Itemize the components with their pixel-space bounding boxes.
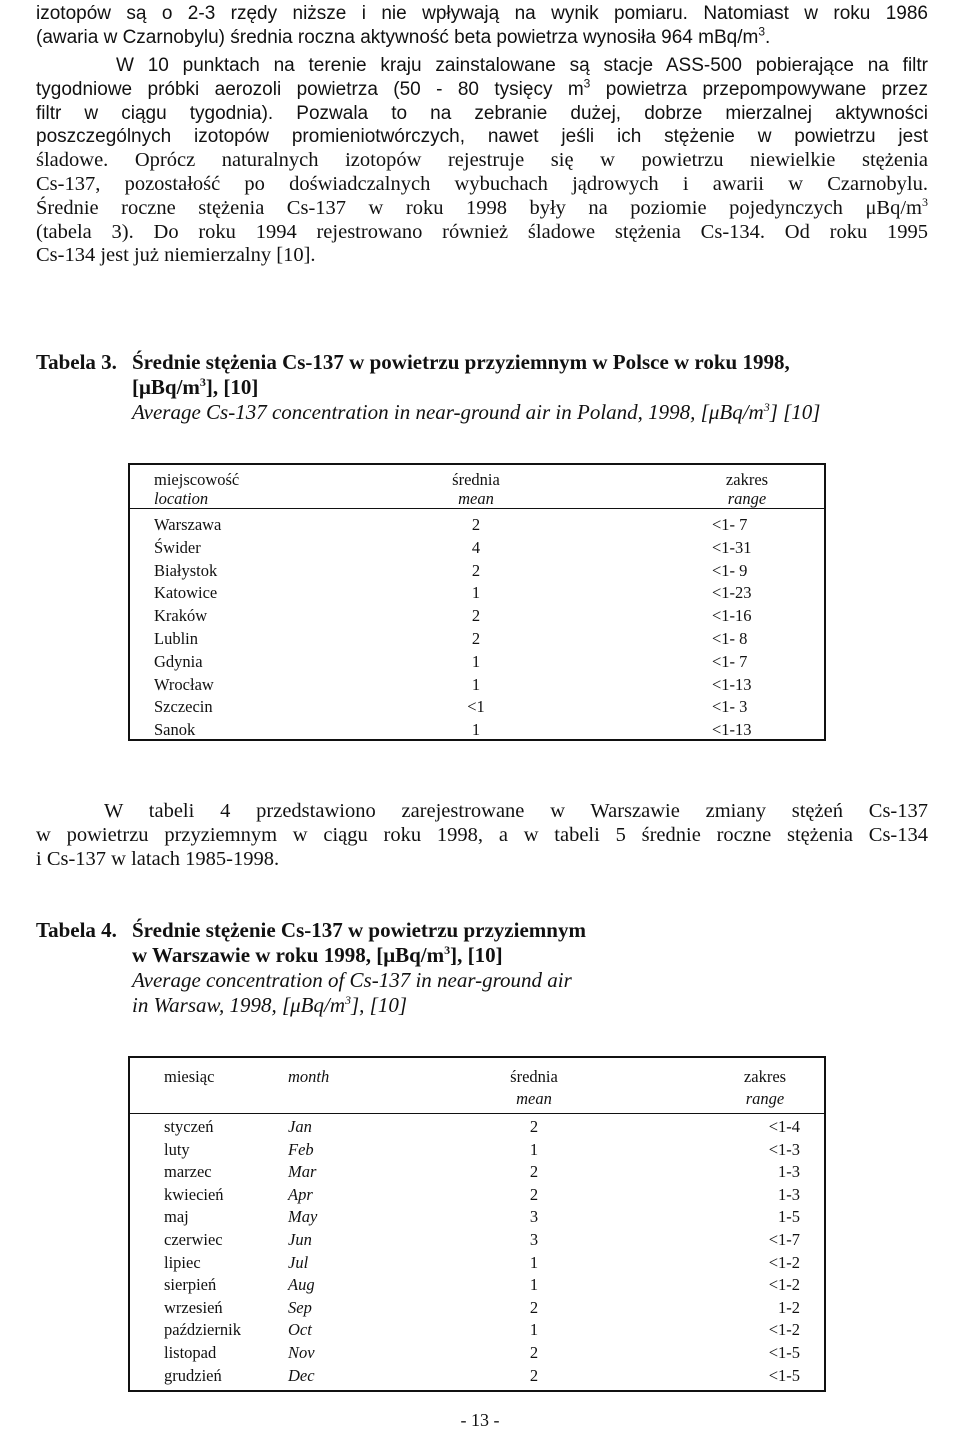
table-row xyxy=(130,1319,824,1342)
table3-title-pl-units: $[\mu Bq/m^3]$, [10] xyxy=(132,375,259,399)
table-header-row-en xyxy=(130,1088,824,1111)
cell-month-pl: maj xyxy=(164,1207,189,1227)
cell-month-pl: listopad xyxy=(164,1343,217,1362)
text-line: Cs-137, pozostałość po doświadczalnych wybuchach jądrowych i awarii w Czarnobylu. xyxy=(36,172,928,195)
cell-month-pl: marzec xyxy=(164,1162,212,1182)
cell-location: Lublin xyxy=(154,629,198,648)
table-row xyxy=(130,559,824,582)
table-row xyxy=(130,1297,824,1320)
cell-month-en: Apr xyxy=(288,1184,313,1204)
table3 xyxy=(128,463,826,741)
table-row xyxy=(130,627,824,650)
cell-mean: 2 xyxy=(471,560,481,580)
table-row xyxy=(130,695,824,718)
text-line: poszczególnych izotopów promieniotwórczych, nawet jeśli ich stężenie w powietrzu jest xyxy=(36,126,928,148)
text-line: Średnie roczne stężenia Cs-137 w roku 1998 były na poziomie pojedynczych μBq/$m^3$ xyxy=(36,194,928,219)
header-mean-en: mean xyxy=(516,1089,552,1108)
cell-range: <1-16 xyxy=(712,606,752,626)
cell-range: <1- 8 xyxy=(712,629,748,648)
table-row xyxy=(130,1139,824,1162)
text-line: izotopów są o 2-3 rzędy niższe i nie wpływają na wynik pomiaru. Natomiast w roku 1986 xyxy=(36,3,928,24)
text-line: (tabela 3). Do roku 1994 rejestrowano również śladowe stężenia Cs-134. Od roku 1995 xyxy=(36,220,928,243)
cell-range: 1-3 xyxy=(778,1184,800,1204)
cell-month-pl: październik xyxy=(164,1320,241,1340)
table3-title xyxy=(132,350,820,425)
cell-month-pl: wrzesień xyxy=(164,1297,223,1317)
table-row xyxy=(130,1274,824,1297)
text-line: i Cs-137 w latach 1985-1998. xyxy=(36,847,280,870)
cell-mean: 1 xyxy=(471,674,481,694)
cell-mean: 2 xyxy=(471,606,481,626)
page-number: - 13 - xyxy=(460,1410,500,1430)
cell-range: <1-23 xyxy=(712,583,752,603)
cell-month-pl: styczeń xyxy=(164,1117,214,1136)
cell-range: <1- 3 xyxy=(712,697,748,717)
table4-title-en-units: in Warsaw, 1998, $[\mu Bq/m^3]$, [10] xyxy=(132,993,408,1017)
cell-mean: 2 xyxy=(529,1343,539,1362)
cell-mean: 1 xyxy=(529,1320,539,1340)
text-line: w powietrzu przyziemnym w ciągu roku 1998, a w tabeli 5 średnie roczne stężenia Cs-134 xyxy=(36,823,928,846)
cell-range: 1-5 xyxy=(778,1207,800,1227)
table4-label: Tabela 4. xyxy=(36,918,117,942)
cell-month-en: Sep xyxy=(288,1297,312,1317)
table-row xyxy=(130,1342,824,1365)
cell-location: Gdynia xyxy=(154,651,203,671)
table-row xyxy=(130,1252,824,1275)
table3-title-en: Average Cs-137 concentration in near-ground air in Poland, 1998, $[\mu Bq/m^3]$ [10] xyxy=(132,400,821,424)
cell-location: Świder xyxy=(154,537,201,557)
table-row xyxy=(130,650,824,673)
table4 xyxy=(128,1056,826,1392)
cell-mean: <1 xyxy=(467,697,485,717)
cell-location: Szczecin xyxy=(154,697,213,717)
table-row xyxy=(130,718,824,741)
cell-month-en: Aug xyxy=(288,1275,315,1295)
table3-title-pl: Średnie stężenia Cs-137 w powietrzu przyziemnym w Polsce w roku 1998, xyxy=(132,350,790,374)
cell-location: Katowice xyxy=(154,583,218,603)
paragraph-stations xyxy=(36,54,928,268)
cell-month-pl: luty xyxy=(164,1139,190,1159)
table3-caption xyxy=(36,350,117,375)
header-mean: średnia xyxy=(452,470,500,489)
cell-month-pl: kwiecień xyxy=(164,1184,224,1204)
cell-month-en: Nov xyxy=(288,1343,315,1362)
cell-mean: 1 xyxy=(529,1139,539,1159)
header-range: zakres xyxy=(743,1067,787,1086)
cell-month-en: Jun xyxy=(288,1230,312,1249)
cell-mean: 2 xyxy=(529,1117,539,1136)
table3-label: Tabela 3. xyxy=(36,350,117,374)
cell-month-en: Jan xyxy=(288,1117,312,1136)
table4-title xyxy=(132,918,586,1018)
cell-mean: 3 xyxy=(529,1230,539,1249)
table-header-row xyxy=(130,1066,824,1089)
cell-month-en: Jul xyxy=(288,1252,309,1272)
cell-mean: 1 xyxy=(529,1275,539,1295)
cell-range: <1- 9 xyxy=(712,560,748,580)
cell-location: Białystok xyxy=(154,560,218,580)
table-row xyxy=(130,513,824,536)
header-mean: średnia xyxy=(510,1067,558,1086)
cell-location: Warszawa xyxy=(154,515,222,534)
cell-range: 1-3 xyxy=(778,1162,800,1182)
header-mean-en: mean xyxy=(458,489,494,508)
header-range-en: range xyxy=(727,489,767,508)
text-line: tygodniowe próbki aerozoli powietrza (50 - 80 tysięcy $m^3$ powietrza przepompowywane przez xyxy=(36,76,929,100)
cell-range: <1-13 xyxy=(712,674,752,694)
header-divider xyxy=(130,508,824,509)
table-row xyxy=(130,1206,824,1229)
table-row xyxy=(130,1365,824,1388)
table4-title-en: Average concentration of Cs-137 in near-ground air xyxy=(132,968,572,992)
cell-location: Wrocław xyxy=(154,674,214,694)
cell-range: <1-2 xyxy=(768,1252,800,1272)
cell-location: Sanok xyxy=(154,720,196,740)
cell-range: <1- 7 xyxy=(712,651,748,671)
cell-range: 1-2 xyxy=(778,1297,800,1317)
cell-month-pl: lipiec xyxy=(164,1252,201,1272)
paragraph-table4-intro xyxy=(36,800,928,871)
cell-range: <1-5 xyxy=(768,1343,800,1362)
cell-month-en: Feb xyxy=(288,1139,314,1159)
cell-mean: 2 xyxy=(471,515,481,534)
table4-title-pl: Średnie stężenie Cs-137 w powietrzu przyziemnym xyxy=(132,918,586,942)
cell-mean: 2 xyxy=(471,629,481,648)
cell-mean: 1 xyxy=(471,651,481,671)
cell-mean: 1 xyxy=(529,1252,539,1272)
cell-range: <1-2 xyxy=(768,1275,800,1295)
table-row xyxy=(130,1184,824,1207)
cell-range: <1-31 xyxy=(712,537,752,557)
table-header-row-en xyxy=(130,487,824,510)
cell-mean: 2 xyxy=(529,1162,539,1182)
cell-mean: 4 xyxy=(471,537,481,557)
table-row xyxy=(130,1116,824,1139)
cell-month-pl: czerwiec xyxy=(164,1230,223,1249)
table-row xyxy=(130,604,824,627)
cell-range: <1-3 xyxy=(768,1139,800,1159)
header-month-en: month xyxy=(288,1067,330,1086)
cell-range: <1-2 xyxy=(768,1320,800,1340)
table-row xyxy=(130,1161,824,1184)
cell-range: <1- 7 xyxy=(712,515,748,534)
header-range: zakres xyxy=(725,470,769,489)
cell-range: <1-7 xyxy=(768,1230,800,1249)
text-line: Cs-134 jest już niemierzalny [10]. xyxy=(36,244,316,267)
table-row xyxy=(130,1229,824,1252)
text-line: W 10 punktach na terenie kraju zainstalowane są stacje ASS-500 pobierające na filtr xyxy=(116,55,928,76)
table-row xyxy=(130,536,824,559)
cell-mean: 1 xyxy=(471,583,481,603)
table4-caption xyxy=(36,918,117,943)
header-location-en: location xyxy=(154,489,209,508)
cell-mean: 1 xyxy=(471,720,481,740)
cell-range: <1-5 xyxy=(768,1365,800,1385)
cell-month-en: Mar xyxy=(288,1162,317,1182)
header-location: miejscowość xyxy=(154,470,240,489)
cell-range: <1-13 xyxy=(712,720,752,740)
cell-month-pl: grudzień xyxy=(164,1365,222,1385)
cell-mean: 2 xyxy=(529,1297,539,1317)
table-row xyxy=(130,673,824,696)
cell-location: Kraków xyxy=(154,606,208,626)
text-line: filtr w ciągu tygodnia). Pozwala to na zebranie dużej, dobrze mierzalnej aktywności xyxy=(36,102,928,124)
header-month-pl: miesiąc xyxy=(164,1067,215,1086)
cell-mean: 2 xyxy=(529,1365,539,1385)
cell-range: <1-4 xyxy=(768,1117,800,1136)
header-divider xyxy=(130,1113,824,1114)
cell-month-en: May xyxy=(288,1207,318,1227)
cell-month-en: Dec xyxy=(288,1365,315,1385)
paragraph-intro xyxy=(36,2,928,50)
cell-mean: 2 xyxy=(529,1184,539,1204)
text-line: śladowe. Oprócz naturalnych izotopów rejestruje się w powietrzu niewielkie stężenia xyxy=(36,149,928,172)
table-row xyxy=(130,581,824,604)
text-line: (awaria w Czarnobylu) średnia roczna aktywność beta powietrza wynosiła 964 mBq/$m^3$. xyxy=(36,24,771,48)
cell-month-en: Oct xyxy=(288,1320,312,1340)
header-range-en: range xyxy=(745,1089,785,1108)
cell-month-pl: sierpień xyxy=(164,1275,217,1295)
text-line: W tabeli 4 przedstawiono zarejestrowane w Warszawie zmiany stężeń Cs-137 xyxy=(104,800,928,822)
table4-title-pl-units: w Warszawie w roku 1998, $[\mu Bq/m^3]$, [10] xyxy=(132,943,503,967)
cell-mean: 3 xyxy=(529,1207,539,1227)
